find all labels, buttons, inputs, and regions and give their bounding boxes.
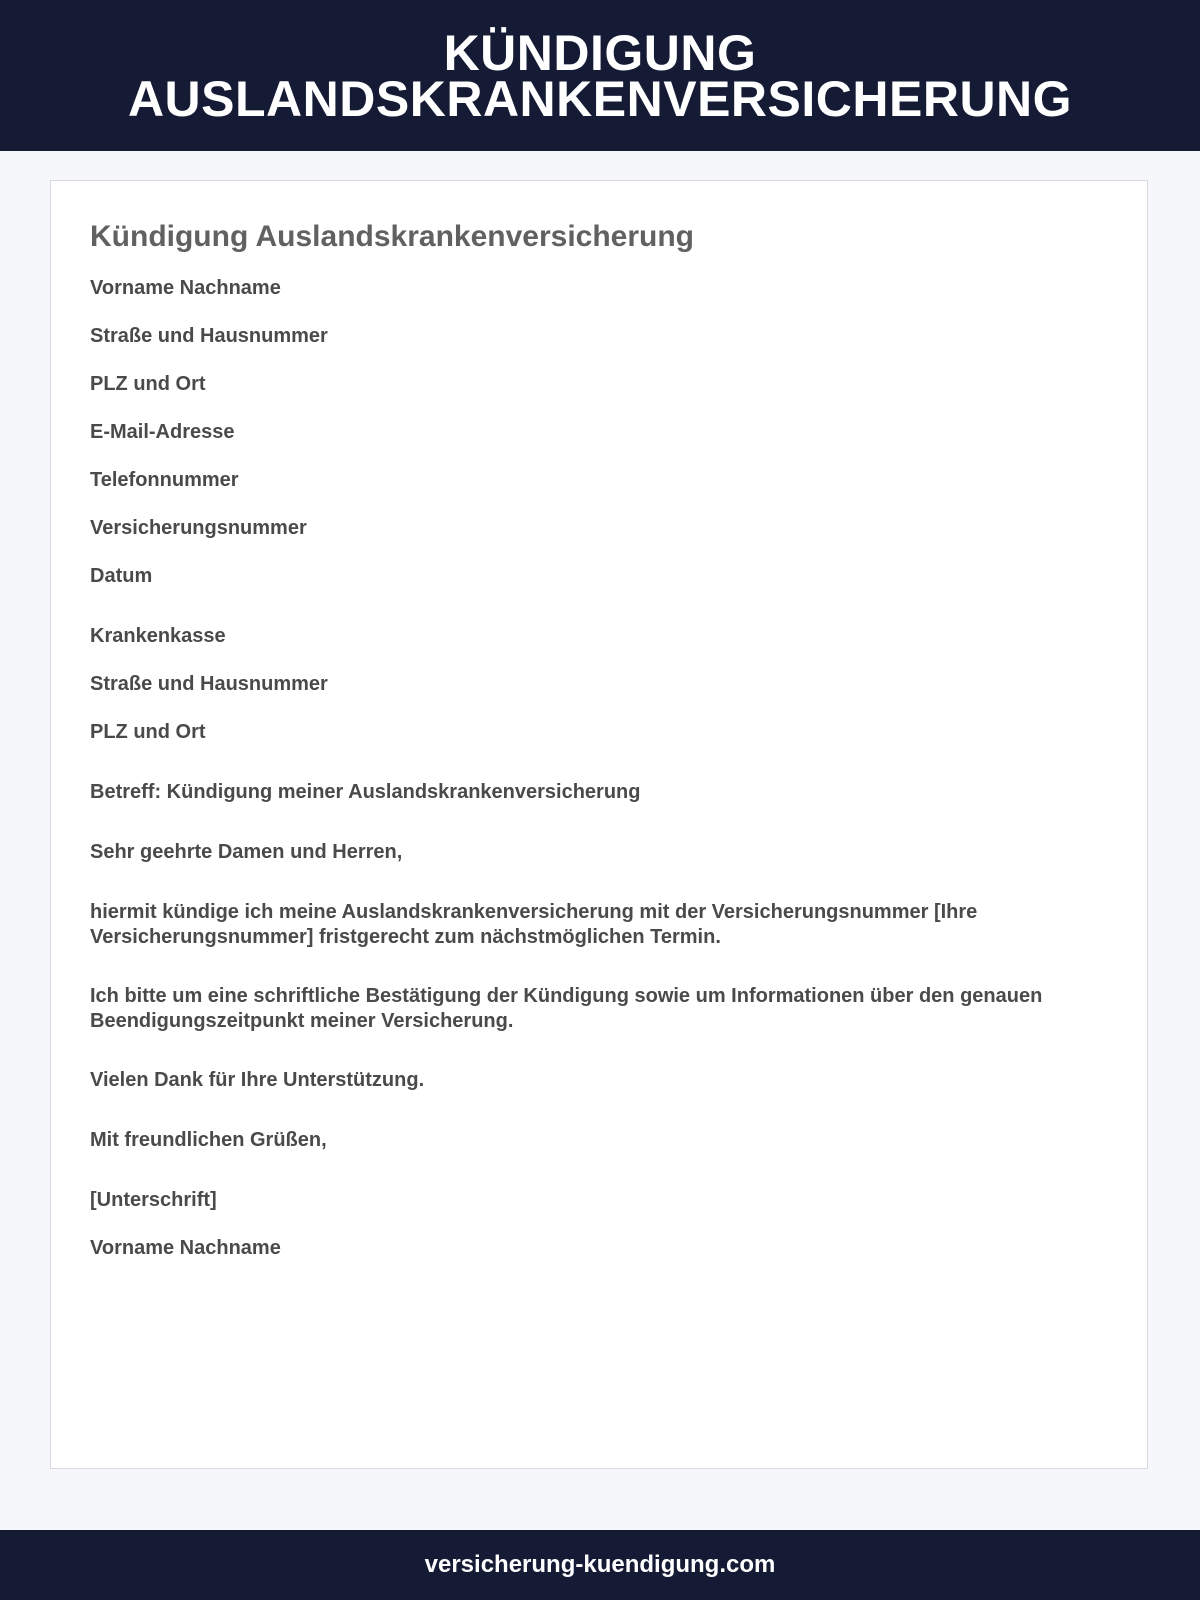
letter-card (50, 180, 1148, 1469)
letter-paragraph-1: hiermit kündige ich meine Auslandskrankenversicherung mit der Versicherungsnummer [Ihre Versicherungsnummer] fristgerecht zum nächstmöglichen Termin. (90, 901, 978, 948)
sender-phone: Telefonnummer (90, 469, 239, 491)
page-title-line-1: KÜNDIGUNG (443, 24, 757, 81)
letter-closing: Mit freundlichen Grüßen, (90, 1129, 327, 1151)
signature-name: Vorname Nachname (90, 1237, 281, 1259)
footer-site-link[interactable]: versicherung-kuendigung.com (424, 1551, 776, 1578)
sender-policy-number: Versicherungsnummer (90, 517, 307, 539)
letter-subject: Betreff: Kündigung meiner Auslandskrankenversicherung (90, 781, 641, 803)
recipient-company: Krankenkasse (90, 625, 226, 647)
sender-name: Vorname Nachname (90, 277, 281, 299)
letter-salutation: Sehr geehrte Damen und Herren, (90, 841, 403, 863)
recipient-city: PLZ und Ort (90, 721, 206, 743)
page-footer (0, 1530, 1200, 1600)
recipient-street: Straße und Hausnummer (90, 673, 328, 695)
letter-thanks: Vielen Dank für Ihre Unterstützung. (90, 1069, 425, 1091)
sender-street: Straße und Hausnummer (90, 325, 328, 347)
letter-date: Datum (90, 565, 153, 587)
letter-title: Kündigung Auslandskrankenversicherung (90, 220, 694, 253)
page-header (0, 0, 1200, 151)
sender-email: E-Mail-Adresse (90, 421, 235, 443)
signature-placeholder: [Unterschrift] (90, 1189, 217, 1211)
page-title-line-2: AUSLANDSKRANKENVERSICHERUNG (127, 70, 1073, 127)
page-title (127, 24, 1073, 127)
sender-city: PLZ und Ort (90, 373, 206, 395)
letter-paragraph-2: Ich bitte um eine schriftliche Bestätigung der Kündigung sowie um Informationen über den genauen Beendigungszeitpunkt meiner Versicherung. (90, 985, 1043, 1032)
